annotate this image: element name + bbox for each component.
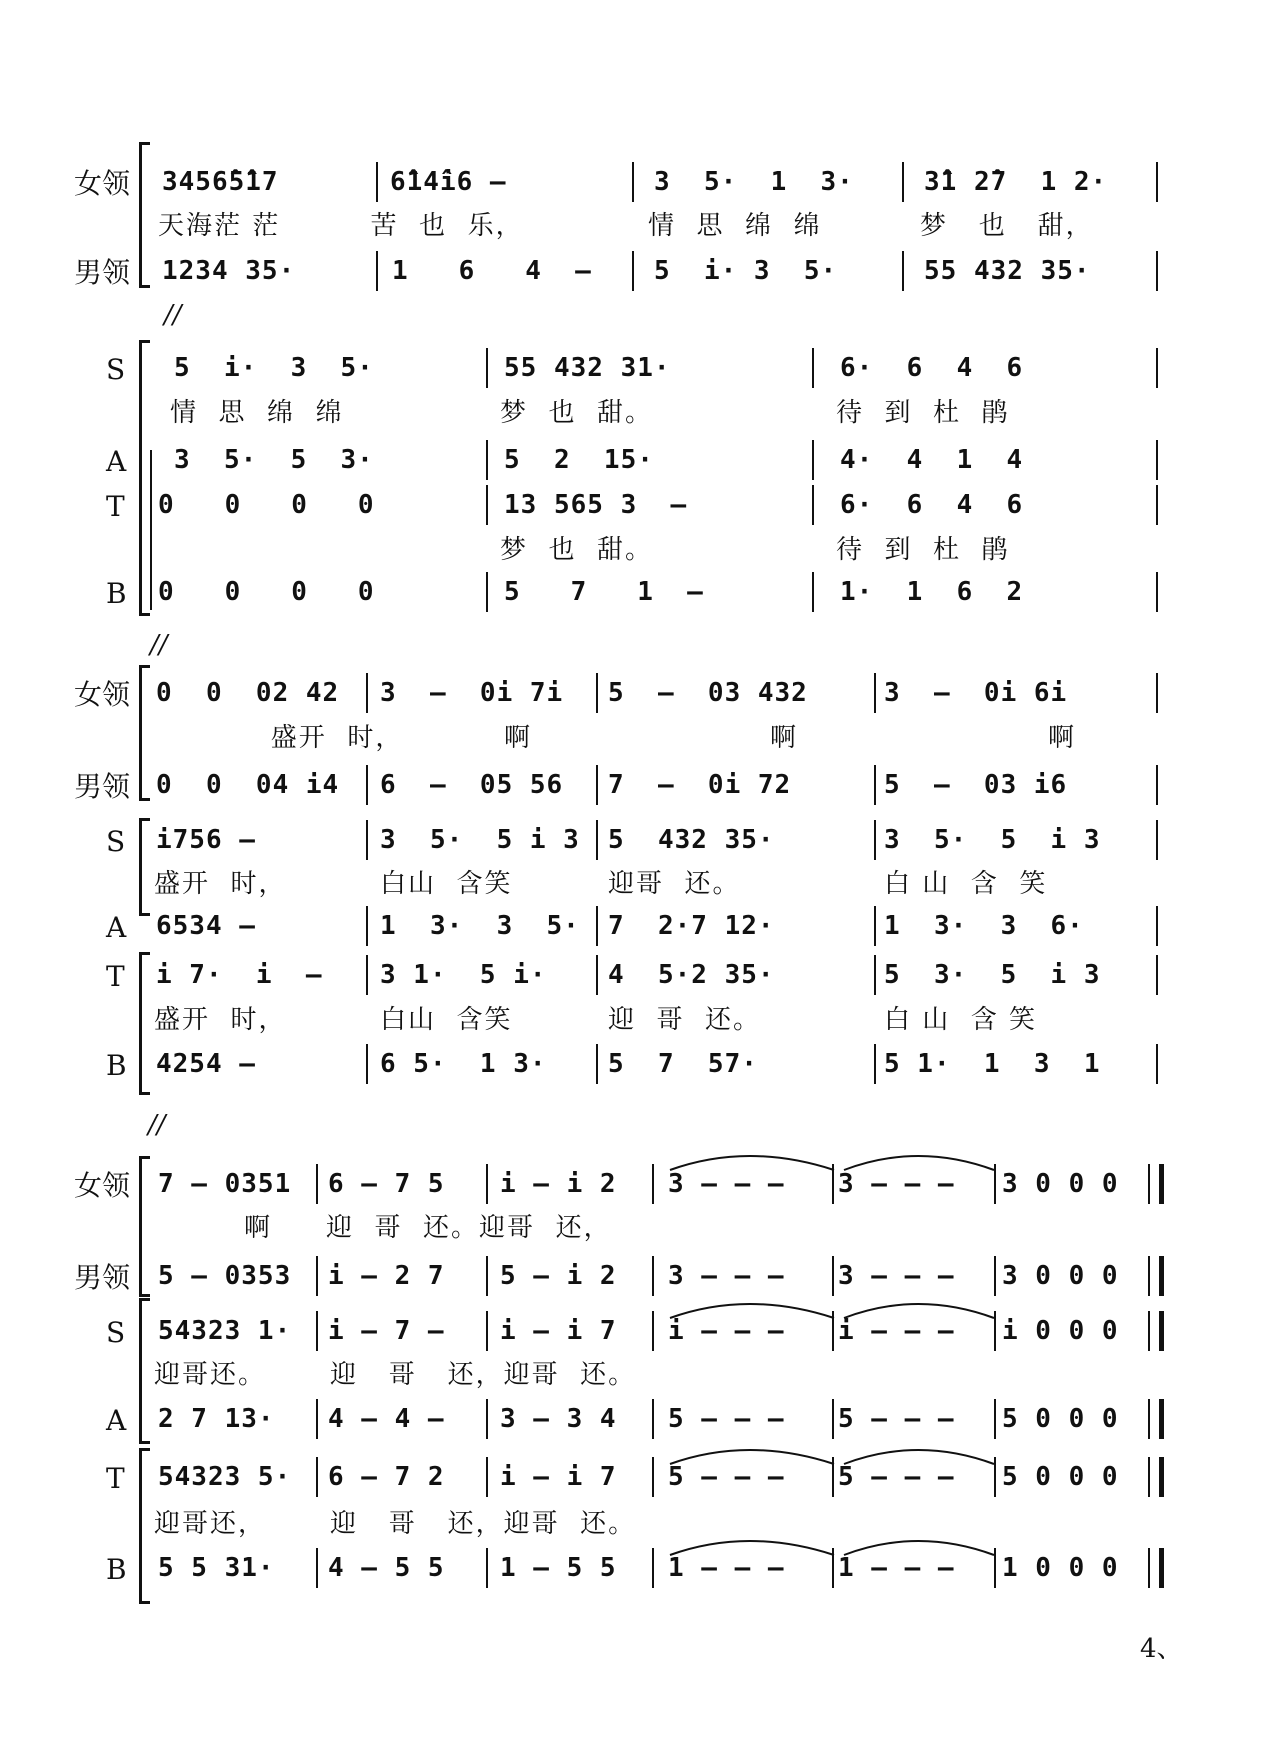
measure: 5 – – – (838, 1404, 955, 1434)
measure: i – – – (668, 1316, 785, 1346)
part-label-male-lead: 男领 (74, 1261, 131, 1294)
barline (812, 348, 814, 388)
measure: 5 5 31· (158, 1553, 275, 1583)
lyric: 待 到 杜 鹃 (836, 535, 1010, 565)
measure: 3 5· 1 3· (654, 167, 854, 197)
part-label-alto: A (106, 445, 127, 478)
lyric: 白山 含笑 (380, 1005, 513, 1035)
measure: 1· 1 6 2 (840, 577, 1024, 607)
barline (652, 1256, 654, 1296)
part-label-male-lead: 男领 (74, 256, 131, 289)
barline (1156, 955, 1158, 995)
barline (486, 1457, 488, 1497)
barline (596, 906, 598, 946)
measure: 5 i· 3 5· (174, 353, 374, 383)
measure: 3 0 0 0 (1002, 1169, 1119, 1199)
lyric: 盛开 时， (154, 869, 287, 899)
barline (1156, 348, 1158, 388)
part-label-female-lead: 女领 (74, 167, 131, 200)
barline (652, 1399, 654, 1439)
final-barline (1148, 1256, 1164, 1296)
measure: 3 1· 5 i· (380, 960, 547, 990)
measure: 5 1· 1 3 1 (884, 1049, 1101, 1079)
barline (874, 673, 876, 713)
barline (1156, 1044, 1158, 1084)
part-label-bass: B (106, 577, 127, 610)
barline (632, 251, 634, 291)
measure: i 7· i – (156, 960, 323, 990)
lyric: 白山 含笑 (380, 869, 513, 899)
lyric: 梦 也 甜。 (500, 535, 654, 565)
barline (366, 1044, 368, 1084)
measure: 5 7 1 – (504, 577, 704, 607)
measure: 1 – 5 5 (500, 1553, 617, 1583)
staff-row-tenor (0, 489, 1272, 521)
measure: 3 5· 5 3· (174, 445, 374, 475)
measure: i – 2 7 (328, 1261, 445, 1291)
lyric: 情 思 绵 绵 (170, 398, 344, 428)
measure: 3 – 0i 7i (380, 678, 564, 708)
measure: 1234 35· (162, 256, 296, 286)
measure: 7 2·7 12· (608, 911, 775, 941)
barline (596, 955, 598, 995)
measure: 0 0 04 i4 (156, 770, 340, 800)
measure: 1 0 0 0 (1002, 1553, 1119, 1583)
measure: 4254 – (156, 1049, 256, 1079)
measure: i – i 7 (500, 1316, 617, 1346)
measure: i 0 0 0 (1002, 1316, 1119, 1346)
measure: i – i 2 (500, 1169, 617, 1199)
part-label-alto: A (106, 911, 127, 944)
barline (316, 1399, 318, 1439)
barline (596, 673, 598, 713)
final-barline (1148, 1457, 1164, 1497)
measure: 3 – – – (668, 1261, 785, 1291)
barline (486, 1311, 488, 1351)
measure: 54323 1· (158, 1316, 292, 1346)
measure: 1 – – – (668, 1553, 785, 1583)
measure: 1 6 4 – (392, 256, 592, 286)
final-barline (1148, 1311, 1164, 1351)
staff-row-female-lead (0, 166, 1272, 198)
barline (316, 1164, 318, 1204)
barline (596, 820, 598, 860)
measure: 5 – i 2 (500, 1261, 617, 1291)
lyric: 啊 (1048, 723, 1077, 753)
lyrics-row (0, 722, 1272, 754)
measure: 4 – 4 – (328, 1404, 445, 1434)
barline (486, 1256, 488, 1296)
staff-row-soprano (0, 824, 1272, 856)
measure: 5 2 15· (504, 445, 654, 475)
staff-row-male-lead (0, 769, 1272, 801)
barline (874, 820, 876, 860)
measure: 3 – – – (838, 1261, 955, 1291)
barline (1156, 906, 1158, 946)
staff-row-bass (0, 1048, 1272, 1080)
barline (902, 162, 904, 202)
staff-row-alto (0, 910, 1272, 942)
measure: 3̂1 2̂7 1 2· (924, 167, 1108, 197)
staff-row-alto (0, 444, 1272, 476)
barline (596, 1044, 598, 1084)
barline (316, 1457, 318, 1497)
measure: 5 432 35· (608, 825, 775, 855)
lyric: 苦 也 乐， (350, 211, 524, 241)
repeat-mark: // (150, 630, 168, 660)
barline (812, 440, 814, 480)
measure: 1 3· 3 6· (884, 911, 1084, 941)
staff-row-bass (0, 576, 1272, 608)
barline (366, 820, 368, 860)
measure: 7 – 0351 (158, 1169, 292, 1199)
measure: 5 – 03 432 (608, 678, 808, 708)
measure: 5 – 0353 (158, 1261, 292, 1291)
lyric: 梦 也 甜。 (500, 398, 654, 428)
lyric: 白 山 含 笑 (884, 869, 1048, 899)
measure: 3 5· 5 i 3 (380, 825, 580, 855)
lyrics-row (0, 1004, 1272, 1036)
measure: 5 0 0 0 (1002, 1404, 1119, 1434)
lyric: 待 到 杜 鹃 (836, 398, 1010, 428)
measure: 6 – 7 2 (328, 1462, 445, 1492)
measure: 55 432 35· (924, 256, 1091, 286)
measure: 5 3· 5 i 3 (884, 960, 1101, 990)
barline (632, 162, 634, 202)
barline (652, 1311, 654, 1351)
measure: 0 0 02 42 (156, 678, 340, 708)
barline (812, 572, 814, 612)
tie-slur (668, 1140, 1148, 1180)
page-number: 4、 (1140, 1634, 1183, 1664)
part-label-tenor: T (106, 1462, 125, 1495)
staff-row-soprano (0, 352, 1272, 384)
lyric: 盛开 时， (154, 1005, 287, 1035)
part-label-soprano: S (106, 353, 126, 386)
barline (486, 1548, 488, 1588)
barline (1156, 251, 1158, 291)
measure: 6 5· 1 3· (380, 1049, 547, 1079)
part-label-female-lead: 女领 (74, 678, 131, 711)
measure: 3 – – – (838, 1169, 955, 1199)
lyrics-row (0, 1359, 1272, 1391)
barline (486, 440, 488, 480)
barline (366, 955, 368, 995)
barline (1156, 162, 1158, 202)
measure: 7 – 0i 72 (608, 770, 792, 800)
barline (486, 348, 488, 388)
staff-row-female-lead (0, 677, 1272, 709)
barline (486, 1164, 488, 1204)
measure: i – i 7 (500, 1462, 617, 1492)
barline (1156, 820, 1158, 860)
final-barline (1148, 1399, 1164, 1439)
part-label-soprano: S (106, 825, 126, 858)
lyric: 天海茫 茫 (158, 211, 281, 241)
barline (1156, 485, 1158, 525)
measure: i756 – (156, 825, 256, 855)
lyric: 迎哥 还。 (608, 869, 741, 899)
barline (832, 1399, 834, 1439)
barline (652, 1548, 654, 1588)
tie-slur (668, 1288, 1148, 1328)
lyric: 迎 哥 还，迎哥 还。 (330, 1509, 637, 1539)
barline (486, 485, 488, 525)
barline (316, 1311, 318, 1351)
part-label-bass: B (106, 1553, 127, 1586)
lyric: 情 思 绵 绵 (648, 211, 822, 241)
measure: 5 – – – (668, 1462, 785, 1492)
measure: 1 – – – (838, 1553, 955, 1583)
measure: 3 – – – (668, 1169, 785, 1199)
final-barline (1148, 1164, 1164, 1204)
barline (316, 1548, 318, 1588)
barline (652, 1164, 654, 1204)
lyrics-row (0, 1212, 1272, 1244)
barline (1156, 440, 1158, 480)
barline (366, 765, 368, 805)
barline (994, 1399, 996, 1439)
barline (874, 1044, 876, 1084)
part-label-alto: A (106, 1404, 127, 1437)
measure: 13 565 3 – (504, 490, 688, 520)
barline (874, 765, 876, 805)
measure: 3456̂5̂17 (162, 167, 279, 197)
measure: 3 5· 5 i 3 (884, 825, 1101, 855)
barline (376, 251, 378, 291)
lyric: 迎 哥 还，迎哥 还。 (330, 1360, 637, 1390)
barline (366, 906, 368, 946)
measure: 3 – 0i 6i (884, 678, 1068, 708)
lyrics-row (0, 397, 1272, 429)
measure: 5 – 03 i6 (884, 770, 1068, 800)
lyrics-row (0, 210, 1272, 242)
measure: i – 7 – (328, 1316, 445, 1346)
staff-row-alto (0, 1403, 1272, 1435)
measure: 5 7 57· (608, 1049, 758, 1079)
lyric: 迎 哥 还。 (608, 1005, 762, 1035)
tie-slur (668, 1525, 1148, 1565)
measure: 0 0 0 0 (158, 490, 375, 520)
barline (902, 251, 904, 291)
part-label-soprano: S (106, 1316, 126, 1349)
lyrics-row (0, 534, 1272, 566)
measure: 4 5·2 35· (608, 960, 775, 990)
measure: 6· 6 4 6 (840, 490, 1024, 520)
measure: 3 0 0 0 (1002, 1261, 1119, 1291)
barline (1156, 572, 1158, 612)
lyric: 盛开 时， (240, 723, 404, 753)
measure: 4· 4 1 4 (840, 445, 1024, 475)
measure: 6534 – (156, 911, 256, 941)
barline (596, 765, 598, 805)
staff-row-male-lead (0, 255, 1272, 287)
measure: 55 432 31· (504, 353, 671, 383)
measure: 2 7 13· (158, 1404, 275, 1434)
measure: 54323 5· (158, 1462, 292, 1492)
lyric: 啊 (770, 723, 799, 753)
barline (486, 572, 488, 612)
lyric: 迎哥还。 (154, 1360, 267, 1390)
staff-row-tenor (0, 959, 1272, 991)
part-label-bass: B (106, 1049, 127, 1082)
lyric: 啊 (504, 723, 533, 753)
part-label-tenor: T (106, 960, 125, 993)
lyrics-row (0, 868, 1272, 900)
lyric: 白 山 含 笑 (884, 1005, 1038, 1035)
repeat-mark: // (164, 300, 182, 330)
repeat-mark: // (148, 1110, 166, 1140)
measure: 4 – 5 5 (328, 1553, 445, 1583)
measure: 3 – 3 4 (500, 1404, 617, 1434)
measure: 1 3· 3 5· (380, 911, 580, 941)
measure: 6 – 7 5 (328, 1169, 445, 1199)
measure: 0 0 0 0 (158, 577, 375, 607)
lyric: 梦 也 甜， (920, 211, 1094, 241)
barline (652, 1457, 654, 1497)
measure: 5 i· 3 5· (654, 256, 838, 286)
measure: 6̂14̂i6 – (390, 167, 507, 197)
lyric: 迎 哥 还。迎哥 还， (326, 1213, 612, 1243)
barline (316, 1256, 318, 1296)
lyric: 迎哥还， (154, 1509, 267, 1539)
part-label-tenor: T (106, 490, 125, 523)
part-label-female-lead: 女领 (74, 1169, 131, 1202)
lyric: 啊 (244, 1213, 273, 1243)
measure: 6 – 05 56 (380, 770, 564, 800)
barline (1156, 765, 1158, 805)
part-label-male-lead: 男领 (74, 770, 131, 803)
measure: i – – – (838, 1316, 955, 1346)
barline (874, 955, 876, 995)
barline (486, 1399, 488, 1439)
barline (366, 673, 368, 713)
barline (376, 162, 378, 202)
measure: 5 – – – (838, 1462, 955, 1492)
tie-slur (668, 1434, 1148, 1474)
measure: 6· 6 4 6 (840, 353, 1024, 383)
final-barline (1148, 1548, 1164, 1588)
barline (874, 906, 876, 946)
measure: 5 – – – (668, 1404, 785, 1434)
barline (1156, 673, 1158, 713)
barline (812, 485, 814, 525)
measure: 5 0 0 0 (1002, 1462, 1119, 1492)
